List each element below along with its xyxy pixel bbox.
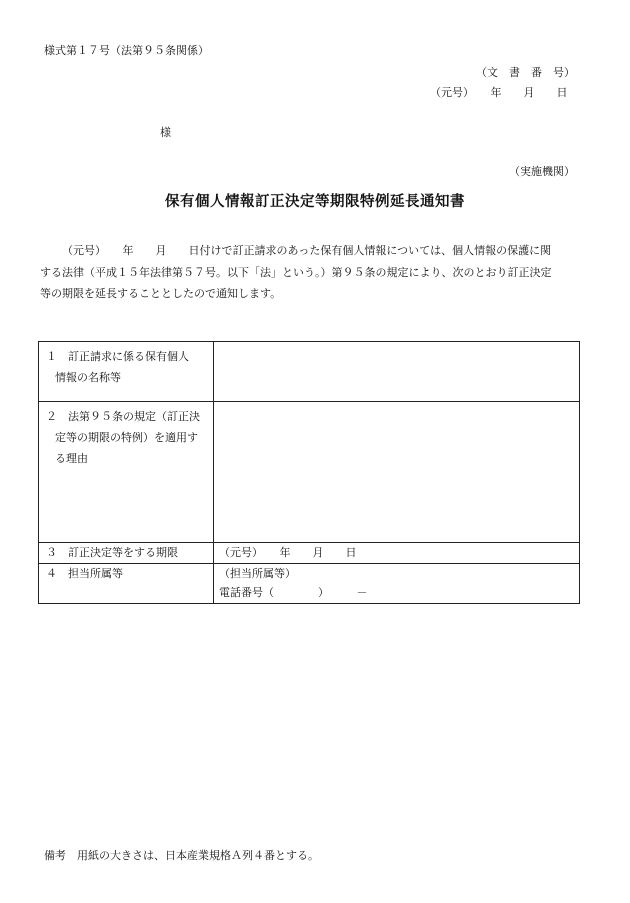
value-cell-item-name[interactable] bbox=[214, 342, 580, 402]
notice-table bbox=[38, 341, 580, 604]
label-text: 定等の期限の特例）を適用す bbox=[55, 431, 198, 444]
value-cell-contact[interactable] bbox=[214, 564, 580, 604]
phone-number-text: 電話番号（ ） － bbox=[219, 586, 368, 599]
body-text-line: 等の期限を延長することとしたので通知します。 bbox=[40, 287, 282, 300]
label-text: １ 訂正請求に係る保有個人 bbox=[46, 350, 189, 363]
implementing-agency: （実施機関） bbox=[509, 165, 575, 178]
label-text: ４ 担当所属等 bbox=[46, 567, 123, 580]
label-text: ２ 法第９５条の規定（訂正決 bbox=[46, 410, 200, 423]
body-text-line: する法律（平成１５年法律第５７号。以下「法」という。）第９５条の規定により、次のとおり訂正決定 bbox=[40, 266, 552, 279]
document-number: （文 書 番 号） bbox=[476, 66, 575, 79]
remarks-note: 備考 用紙の大きさは、日本産業規格Ａ列４番とする。 bbox=[44, 849, 319, 862]
label-cell bbox=[39, 564, 214, 604]
label-cell bbox=[39, 543, 214, 564]
label-text: る理由 bbox=[55, 452, 88, 465]
table-row-reason bbox=[39, 402, 580, 543]
label-cell bbox=[39, 342, 214, 402]
addressee: 様 bbox=[160, 126, 171, 139]
value-cell-reason[interactable] bbox=[214, 402, 580, 543]
department-text: （担当所属等） bbox=[219, 567, 296, 580]
deadline-date: （元号） 年 月 日 bbox=[219, 546, 357, 559]
form-number: 様式第１７号（法第９５条関係） bbox=[44, 44, 209, 57]
table-row-item-name bbox=[39, 342, 580, 402]
table-row-contact bbox=[39, 564, 580, 604]
issue-date: （元号） 年 月 日 bbox=[430, 86, 568, 99]
value-cell-deadline[interactable] bbox=[214, 543, 580, 564]
label-cell bbox=[39, 402, 214, 543]
document-title: 保有個人情報訂正決定等期限特例延長通知書 bbox=[165, 193, 465, 210]
table-row-deadline bbox=[39, 543, 580, 564]
label-text: ３ 訂正決定等をする期限 bbox=[46, 546, 178, 559]
label-text: 情報の名称等 bbox=[55, 371, 121, 384]
body-text-line: （元号） 年 月 日付けで訂正請求のあった保有個人情報については、個人情報の保護に関 bbox=[62, 244, 552, 257]
